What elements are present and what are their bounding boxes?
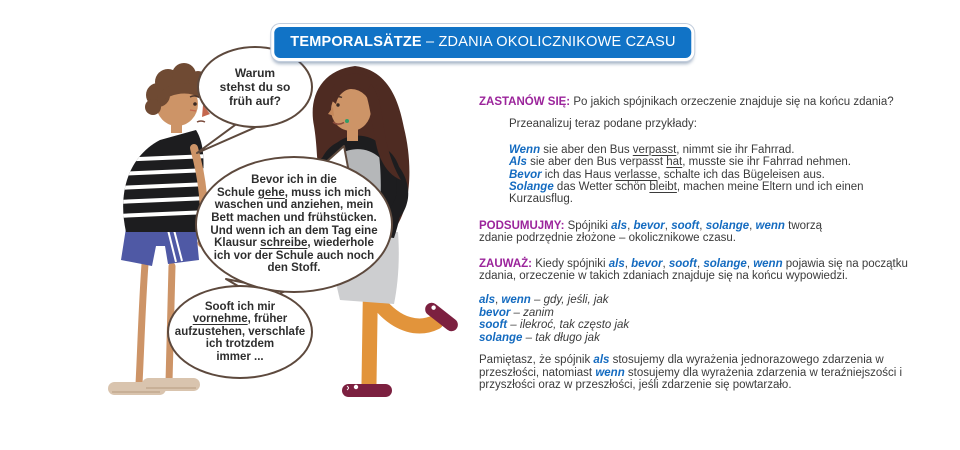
glossary: [479, 294, 949, 344]
title-german: TEMPORALSÄTZE: [290, 34, 422, 50]
glossary-entry: solange – tak długo jak: [479, 331, 600, 344]
speech-bubble-sooft: [167, 285, 313, 379]
earring-icon: [345, 119, 349, 123]
example-sentences: [509, 144, 949, 206]
speech-bubble-bevor-text: Bevor ich in die Schule gehe, muss ich mich waschen und anziehen, mein Bett machen und frühstücken. Und wenn ich an dem Tag eine Klausur schreibe, wiederhole ich vor der Schule auch noch den Stoff.: [210, 174, 378, 275]
woman-front-shoe-icon: [342, 384, 392, 397]
remember-note: Pamiętasz, że spójnik als stosujemy dla wyrażenia jednorazowego zdarzenia w przeszłości, natomiast wenn stosujemy dla wyrażenia zdarzenia w teraźniejszości i przyszłości oraz w przeszłości, jeśli zdarzenie się powtarzało.: [479, 354, 903, 391]
boy-shoes-icon: [108, 378, 200, 395]
glossary-entry: sooft – ilekroć, tak często jak: [479, 319, 630, 332]
speech-bubble-sooft-text: Sooft ich mir vornehme, früher aufzustehen, verschlafe ich trotzdem immer ...: [174, 300, 306, 363]
speech-bubble-bevor: [195, 156, 393, 293]
glossary-entry: als, wenn – gdy, jeśli, jak: [479, 294, 609, 307]
example-sentence: Wenn sie aber den Bus verpasst, nimmt sie ihr Fahrrad.: [509, 143, 795, 156]
glossary-entry: bevor – zanim: [479, 306, 554, 319]
example-sentence: Solange das Wetter schön bleibt, machen meine Eltern und ich einen Kurzausflug.: [509, 181, 864, 206]
lesson-text: [479, 96, 949, 391]
example-sentence: Bevor ich das Haus verlasse, schalte ich das Bügeleisen aus.: [509, 168, 825, 181]
speech-bubble-warum-text: Warum stehst du so früh auf?: [219, 66, 291, 108]
analyze-prompt: Przeanalizuj teraz podane przykłady:: [509, 118, 697, 131]
think-prompt: ZASTANÓW SIĘ: Po jakich spójnikach orzeczenie znajduje się na końcu zdania?: [479, 96, 894, 108]
notice-note: ZAUWAŻ: Kiedy spójniki als, bevor, sooft, solange, wenn pojawia się na początku zdania, orzeczenie w takich zdaniach znajduje się na końcu wypowiedzi.: [479, 257, 908, 283]
title-banner: [271, 24, 694, 61]
example-sentence: Als sie aber den Bus verpasst hat, musste sie ihr Fahrrad nehmen.: [509, 156, 852, 169]
title-polish: – ZDANIA OKOLICZNIKOWE CZASU: [421, 34, 676, 50]
summary-note: PODSUMUJMY: Spójniki als, bevor, sooft, solange, wenn tworzą zdanie podrzędnie złożone – okolicznikowe czasu.: [479, 219, 823, 245]
